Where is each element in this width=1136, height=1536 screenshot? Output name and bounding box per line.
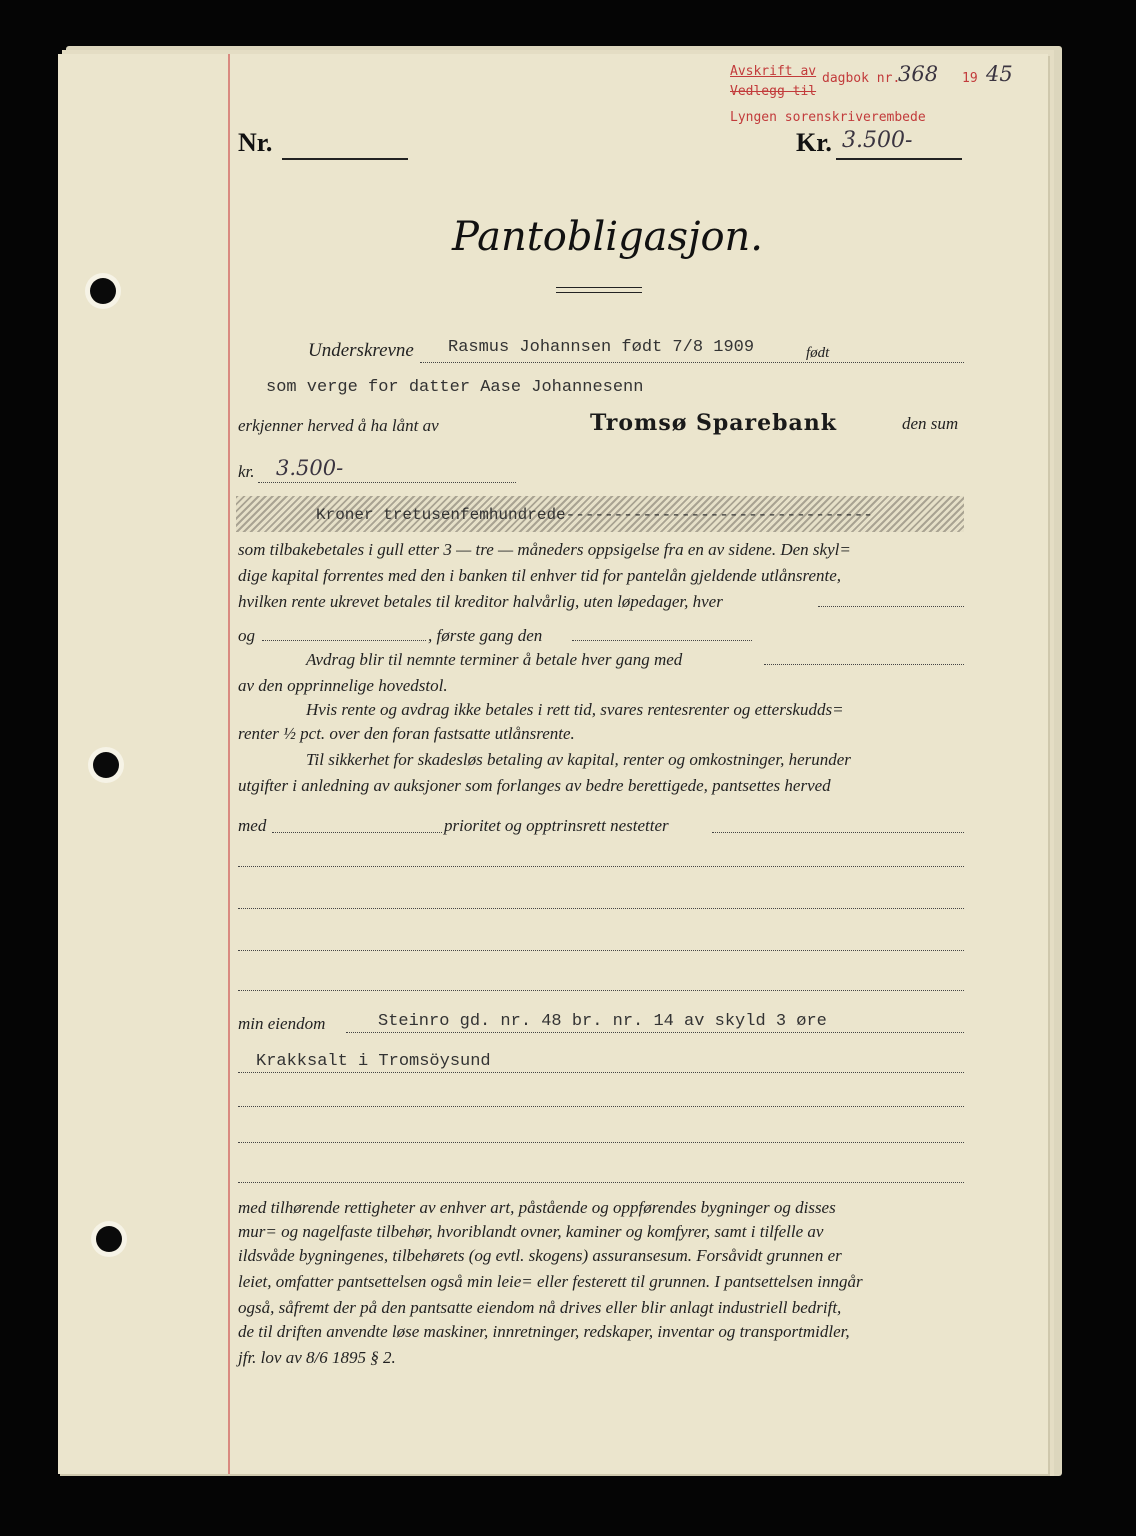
- body-line-6: av den opprinnelige hovedstol.: [238, 676, 448, 695]
- closing-line-4: leiet, omfatter pantsettelsen også min leie= eller festerett til grunnen. I pantsettelsen inngår: [238, 1272, 863, 1291]
- og-line: [262, 640, 426, 641]
- closing-line-6: de til driften anvendte løse maskiner, innretninger, redskaper, inventar og transportmidler,: [238, 1322, 850, 1341]
- loan-amount: 3.500-: [276, 456, 344, 480]
- closing-line-5: også, såfremt der på den pantsatte eiendom nå drives eller blir anlagt industriell bedrift,: [238, 1298, 842, 1317]
- body-line-10: utgifter i anledning av auksjoner som forlanges av bedre berettigede, pantsettes herved: [238, 776, 831, 795]
- nr-label: Nr.: [238, 128, 273, 157]
- prioritet-line: [272, 832, 442, 833]
- stamp-line-1: Avskrift av: [730, 64, 817, 79]
- body-line-2: dige kapital forrentes med den i banken til enhver tid for pantelån gjeldende utlånsrente,: [238, 566, 842, 585]
- body-prioritet: prioritet og opptrinsrett nestetter: [444, 816, 669, 835]
- property-line-1: Steinro gd. nr. 48 br. nr. 14 av skyld 3 øre: [378, 1012, 827, 1031]
- body-line-7: Hvis rente og avdrag ikke betales i rett tid, svares rentesrenter og etterskudds=: [306, 700, 844, 719]
- debtor-name: Rasmus Johannsen født 7/8 1909: [448, 338, 755, 357]
- hver-line: [818, 606, 964, 607]
- body-line-9: Til sikkerhet for skadesløs betaling av kapital, renter og omkostninger, herunder: [306, 750, 851, 769]
- erkjenner-text: erkjenner herved å ha lånt av: [238, 416, 439, 435]
- punch-hole-icon: [93, 752, 119, 778]
- blank-line: [238, 990, 964, 991]
- forste-gang-line: [572, 640, 752, 641]
- stamp-year-prefix: 19: [962, 71, 978, 86]
- amount-words: Kroner tretusenfemhundrede--------------------------------: [316, 506, 873, 524]
- den-sum-label: den sum: [902, 414, 959, 433]
- title-rule-2: [556, 292, 642, 293]
- closing-line-7: jfr. lov av 8/6 1895 § 2.: [238, 1348, 396, 1367]
- bank-name: Tromsø Sparebank: [590, 410, 838, 436]
- body-line-1: som tilbakebetales i gull etter 3 — tre — måneders oppsigelse fra en av sidene. Den skyl=: [238, 540, 851, 559]
- blank-line: [238, 866, 964, 867]
- dagbok-number: 368: [898, 62, 939, 86]
- blank-line: [238, 908, 964, 909]
- margin-rule: [228, 54, 230, 1474]
- title-rule-1: [556, 287, 642, 288]
- amount-line: [258, 482, 516, 483]
- closing-line-2: mur= og nagelfaste tilbehør, hvoriblandt ovner, kaminer og komfyrer, samt i tilfelle av: [238, 1222, 824, 1241]
- blank-line: [238, 1182, 964, 1183]
- year-suffix: 45: [986, 62, 1013, 86]
- blank-line: [238, 1072, 964, 1073]
- underskrevne-label: Underskrevne: [308, 340, 414, 361]
- punch-hole-icon: [96, 1226, 122, 1252]
- stamp-line-3: Lyngen sorenskriverembede: [730, 110, 926, 125]
- document-title: Pantobligasjon.: [452, 214, 764, 260]
- body-forste-gang: , første gang den: [428, 626, 543, 645]
- closing-line-3: ildsvåde bygningenes, tilbehørets (og evtl. skogens) assuransesum. Forsåvidt grunnen er: [238, 1246, 842, 1265]
- fodt-label: født: [806, 345, 830, 361]
- blank-line: [238, 950, 964, 951]
- property-line: [346, 1032, 964, 1033]
- nestetter-line: [712, 832, 964, 833]
- blank-line: [238, 1142, 964, 1143]
- avdrag-line: [764, 664, 964, 665]
- debtor-line: [420, 362, 964, 363]
- eiendom-label: min eiendom: [238, 1014, 326, 1033]
- body-og: og: [238, 626, 255, 645]
- kr-header-value: 3.500-: [842, 128, 913, 153]
- punch-hole-icon: [90, 278, 116, 304]
- nr-line: [282, 158, 408, 160]
- body-line-3: hvilken rente ukrevet betales til kreditor halvårlig, uten løpedager, hver: [238, 592, 723, 611]
- kr-header-line: [836, 158, 962, 160]
- body-line-5: Avdrag blir til nemnte terminer å betale hver gang med: [306, 650, 683, 669]
- debtor-guardian-line: som verge for datter Aase Johannesenn: [266, 378, 644, 397]
- kr-header-label: Kr.: [796, 128, 832, 157]
- closing-line-1: med tilhørende rettigheter av enhver art, påstående og oppførendes bygninger og disses: [238, 1198, 836, 1217]
- body-line-8: renter ½ pct. over den foran fastsatte utlånsrente.: [238, 724, 575, 743]
- stamp-dagbok-label: dagbok nr.: [822, 71, 901, 86]
- stamp-line-2: Vedlegg til: [730, 84, 817, 99]
- property-line-2: Krakksalt i Tromsöysund: [256, 1052, 491, 1071]
- amount-kr-label: kr.: [238, 462, 255, 481]
- body-med: med: [238, 816, 267, 835]
- blank-line: [238, 1106, 964, 1107]
